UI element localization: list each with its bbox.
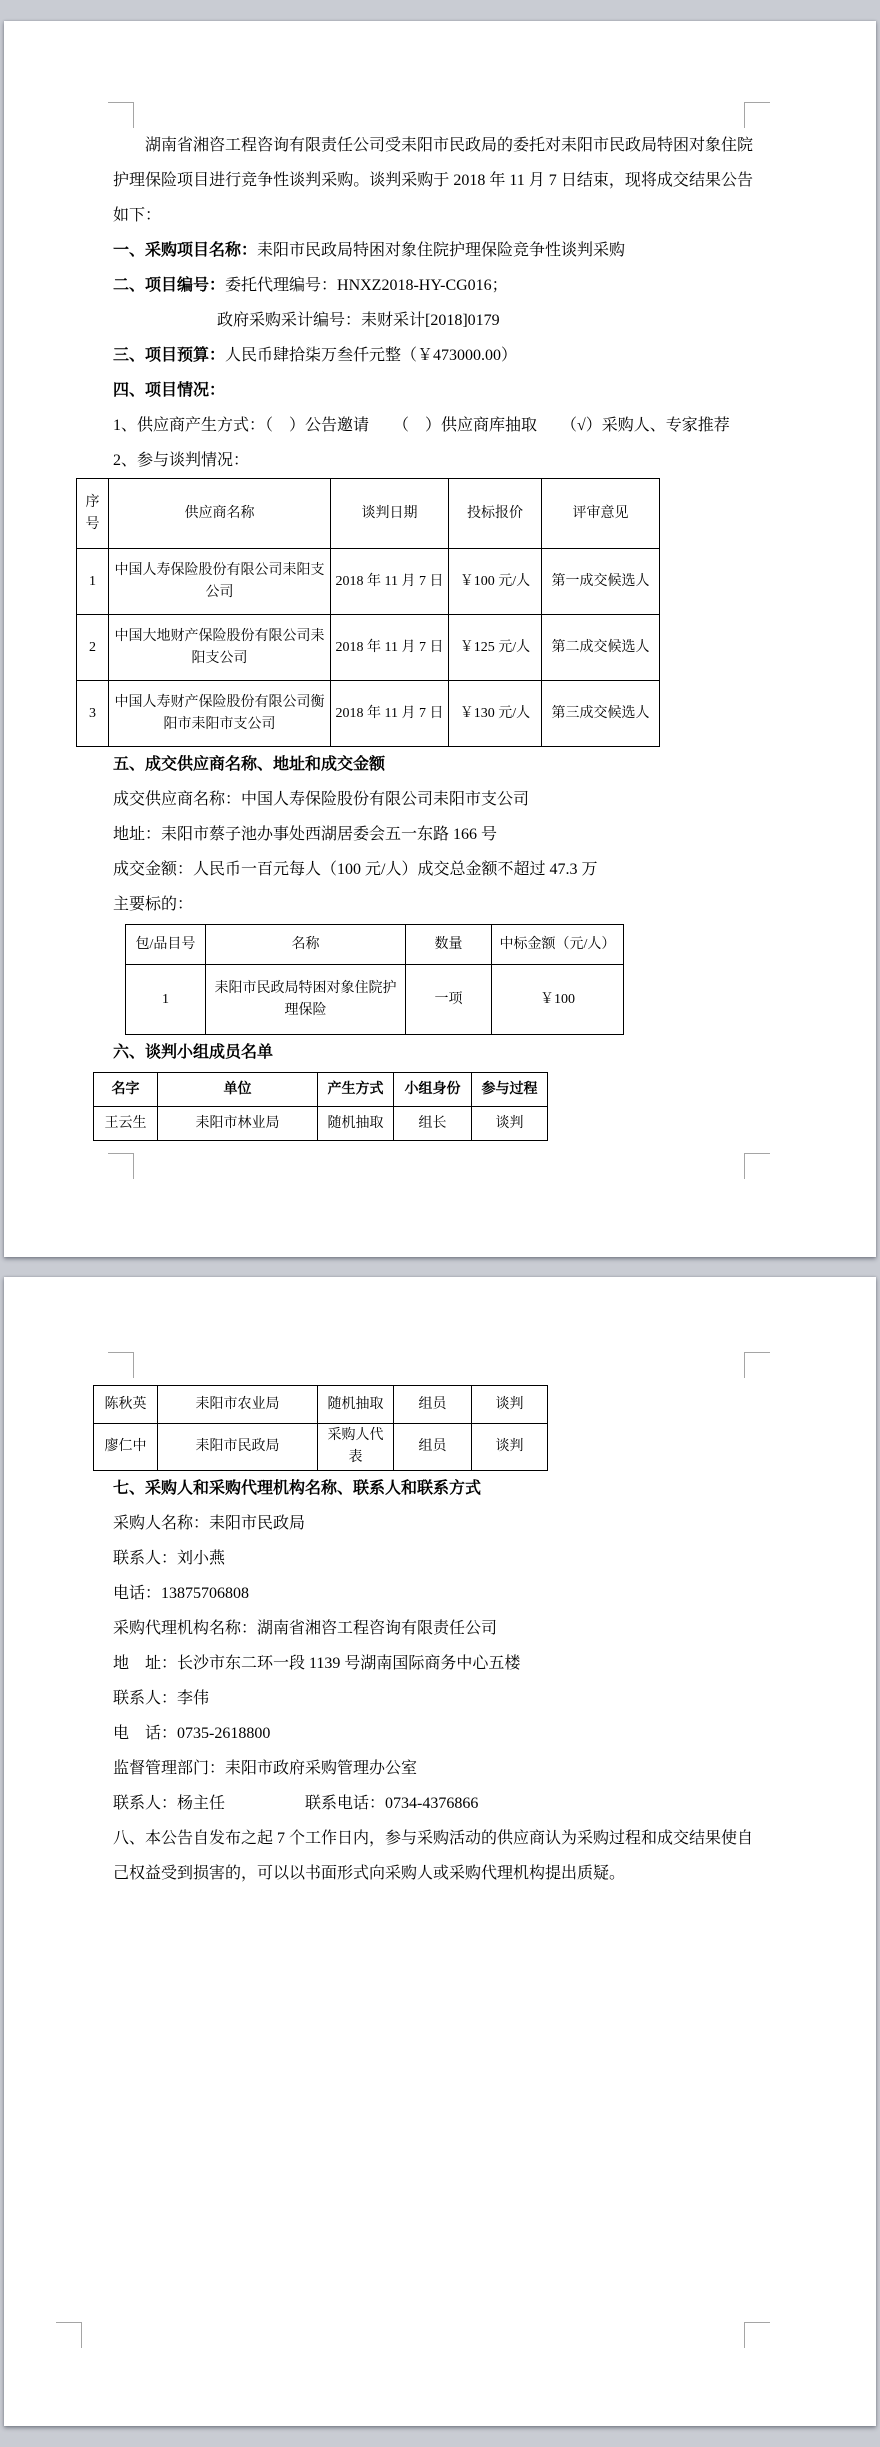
table-row — [77, 681, 660, 747]
table-cell: 耒阳市林业局 — [158, 1107, 318, 1141]
table-row — [94, 1107, 548, 1141]
section-8-paragraph: 八、本公告自发布之起 7 个工作日内，参与采购活动的供应商认为采购过程和成交结果使自己权益受到损害的，可以以书面形式向采购人或采购代理机构提出质疑。 — [113, 1830, 754, 1882]
table-cell: 耒阳市农业局 — [158, 1386, 318, 1424]
table-cell: 第一成交候选人 — [542, 549, 660, 615]
table-cell: 随机抽取 — [318, 1107, 394, 1141]
header-cell: 谈判日期 — [331, 479, 449, 549]
section-1-text: 耒阳市民政局特困对象住院护理保险竞争性谈判采购 — [257, 242, 626, 259]
agency-phone-line: 电 话：0735-2618800 — [113, 1725, 271, 1742]
purchaser-phone-line: 电话：13875706808 — [113, 1585, 250, 1602]
section-3-text: 人民币肆拾柒万叁仟元整（￥473000.00） — [225, 347, 518, 364]
section-4-label: 四、项目情况： — [113, 382, 226, 399]
header-cell: 中标金额（元/人） — [492, 925, 624, 965]
section-7-label: 七、采购人和采购代理机构名称、联系人和联系方式 — [113, 1480, 482, 1497]
table-cell: 第二成交候选人 — [542, 615, 660, 681]
table-cell: 谈判 — [472, 1107, 548, 1141]
header-cell: 数量 — [406, 925, 492, 965]
table-cell: 2 — [77, 615, 109, 681]
table-row — [126, 965, 624, 1035]
supplier-address-line: 地址：耒阳市蔡子池办事处西湖居委会五一东路 166 号 — [113, 826, 498, 843]
header-cell: 产生方式 — [318, 1073, 394, 1107]
header-cell: 小组身份 — [394, 1073, 472, 1107]
header-cell: 供应商名称 — [109, 479, 331, 549]
table-row — [94, 1386, 548, 1424]
table-cell: ￥100 元/人 — [449, 549, 542, 615]
table-cell: 组员 — [394, 1386, 472, 1424]
document-page-1[interactable] — [4, 21, 876, 1257]
negotiation-participants-table — [76, 478, 660, 747]
main-subject-line: 主要标的： — [113, 896, 194, 913]
crop-mark-bottom-left — [108, 1153, 134, 1179]
section-5-heading — [113, 747, 753, 782]
table-cell: 1 — [77, 549, 109, 615]
table-row — [77, 615, 660, 681]
table-cell: 组长 — [394, 1107, 472, 1141]
table-cell: ￥100 — [492, 965, 624, 1035]
section-5-label: 五、成交供应商名称、地址和成交金额 — [113, 756, 386, 773]
section-6-label: 六、谈判小组成员名单 — [113, 1044, 274, 1061]
agency-name-line: 采购代理机构名称：湖南省湘咨工程咨询有限责任公司 — [113, 1620, 498, 1637]
supplier-source-line: 1、供应商产生方式：（ ）公告邀请 （ ）供应商库抽取 （√）采购人、专家推荐 — [113, 417, 730, 434]
section-6-heading — [113, 1035, 753, 1070]
table-header-row — [77, 479, 660, 549]
negotiation-team-table — [93, 1072, 548, 1141]
table-cell: 3 — [77, 681, 109, 747]
agency-address-line: 地 址：长沙市东二环一段 1139 号湖南国际商务中心五楼 — [113, 1655, 521, 1672]
deal-amount-line: 成交金额：人民币一百元每人（100 元/人）成交总金额不超过 47.3 万 — [113, 861, 598, 878]
table-cell: 中国人寿财产保险股份有限公司衡阳市耒阳市支公司 — [109, 681, 331, 747]
section-2-text: 委托代理编号：HNXZ2018-HY-CG016； — [225, 277, 508, 294]
table-cell: 廖仁中 — [94, 1424, 158, 1471]
table-cell: 中国人寿保险股份有限公司耒阳支公司 — [109, 549, 331, 615]
page1-content — [85, 21, 754, 1141]
table-cell: ￥125 元/人 — [449, 615, 542, 681]
section-7-heading — [113, 1471, 753, 1506]
supervision-contact-line: 联系人：杨主任 联系电话：0734-4376866 — [113, 1795, 479, 1812]
section-2-label: 二、项目编号： — [113, 277, 226, 294]
section-1-heading — [113, 233, 753, 268]
section-3-label: 三、项目预算： — [113, 347, 226, 364]
intro-paragraph: 湖南省湘咨工程咨询有限责任公司受耒阳市民政局的委托对耒阳市民政局特困对象住院护理保险项目进行竞争性谈判采购。谈判采购于 2018 年 11 月 7 日结束，现将成交结果公告如下： — [113, 137, 754, 224]
header-cell: 序号 — [77, 479, 109, 549]
table-cell: 陈秋英 — [94, 1386, 158, 1424]
header-cell: 参与过程 — [472, 1073, 548, 1107]
table-cell: 2018 年 11 月 7 日 — [331, 615, 449, 681]
table-cell: 2018 年 11 月 7 日 — [331, 681, 449, 747]
participation-line: 2、参与谈判情况： — [113, 452, 250, 469]
table-cell: 谈判 — [472, 1386, 548, 1424]
table-cell: 2018 年 11 月 7 日 — [331, 549, 449, 615]
table-cell: 耒阳市民政局 — [158, 1424, 318, 1471]
table-cell: 中国大地财产保险股份有限公司耒阳支公司 — [109, 615, 331, 681]
crop-mark-bottom-left — [56, 2322, 82, 2348]
purchaser-name-line: 采购人名称：耒阳市民政局 — [113, 1515, 306, 1532]
table-row — [94, 1424, 548, 1471]
main-subject-table — [125, 924, 624, 1035]
table-cell: 第三成交候选人 — [542, 681, 660, 747]
table-cell: 一项 — [406, 965, 492, 1035]
agency-contact-line: 联系人：李伟 — [113, 1690, 210, 1707]
header-cell: 单位 — [158, 1073, 318, 1107]
table-row — [77, 549, 660, 615]
section-3-heading — [113, 338, 753, 373]
table-cell: 王云生 — [94, 1107, 158, 1141]
header-cell: 评审意见 — [542, 479, 660, 549]
crop-mark-bottom-right — [744, 2322, 770, 2348]
section-4-heading — [113, 373, 753, 408]
header-cell: 名字 — [94, 1073, 158, 1107]
purchaser-contact-line: 联系人：刘小燕 — [113, 1550, 226, 1567]
table-cell: ￥130 元/人 — [449, 681, 542, 747]
section-1-label: 一、采购项目名称： — [113, 242, 258, 259]
table-cell: 耒阳市民政局特困对象住院护理保险 — [206, 965, 406, 1035]
table-cell: 谈判 — [472, 1424, 548, 1471]
section-2-heading — [113, 268, 753, 303]
table-cell: 组员 — [394, 1424, 472, 1471]
crop-mark-bottom-right — [744, 1153, 770, 1179]
table-header-row — [126, 925, 624, 965]
negotiation-team-table-continued — [93, 1385, 548, 1471]
table-cell: 1 — [126, 965, 206, 1035]
header-cell: 投标报价 — [449, 479, 542, 549]
section-2-line2: 政府采购采计编号：耒财采计[2018]0179 — [217, 312, 500, 329]
table-header-row — [94, 1073, 548, 1107]
winning-supplier-line: 成交供应商名称：中国人寿保险股份有限公司耒阳市支公司 — [113, 791, 530, 808]
page2-content — [104, 1277, 754, 1891]
document-page-2[interactable] — [4, 1277, 876, 2426]
supervision-dept-line: 监督管理部门：耒阳市政府采购管理办公室 — [113, 1760, 418, 1777]
header-cell: 包/品目号 — [126, 925, 206, 965]
table-cell: 随机抽取 — [318, 1386, 394, 1424]
table-cell: 采购人代表 — [318, 1424, 394, 1471]
header-cell: 名称 — [206, 925, 406, 965]
